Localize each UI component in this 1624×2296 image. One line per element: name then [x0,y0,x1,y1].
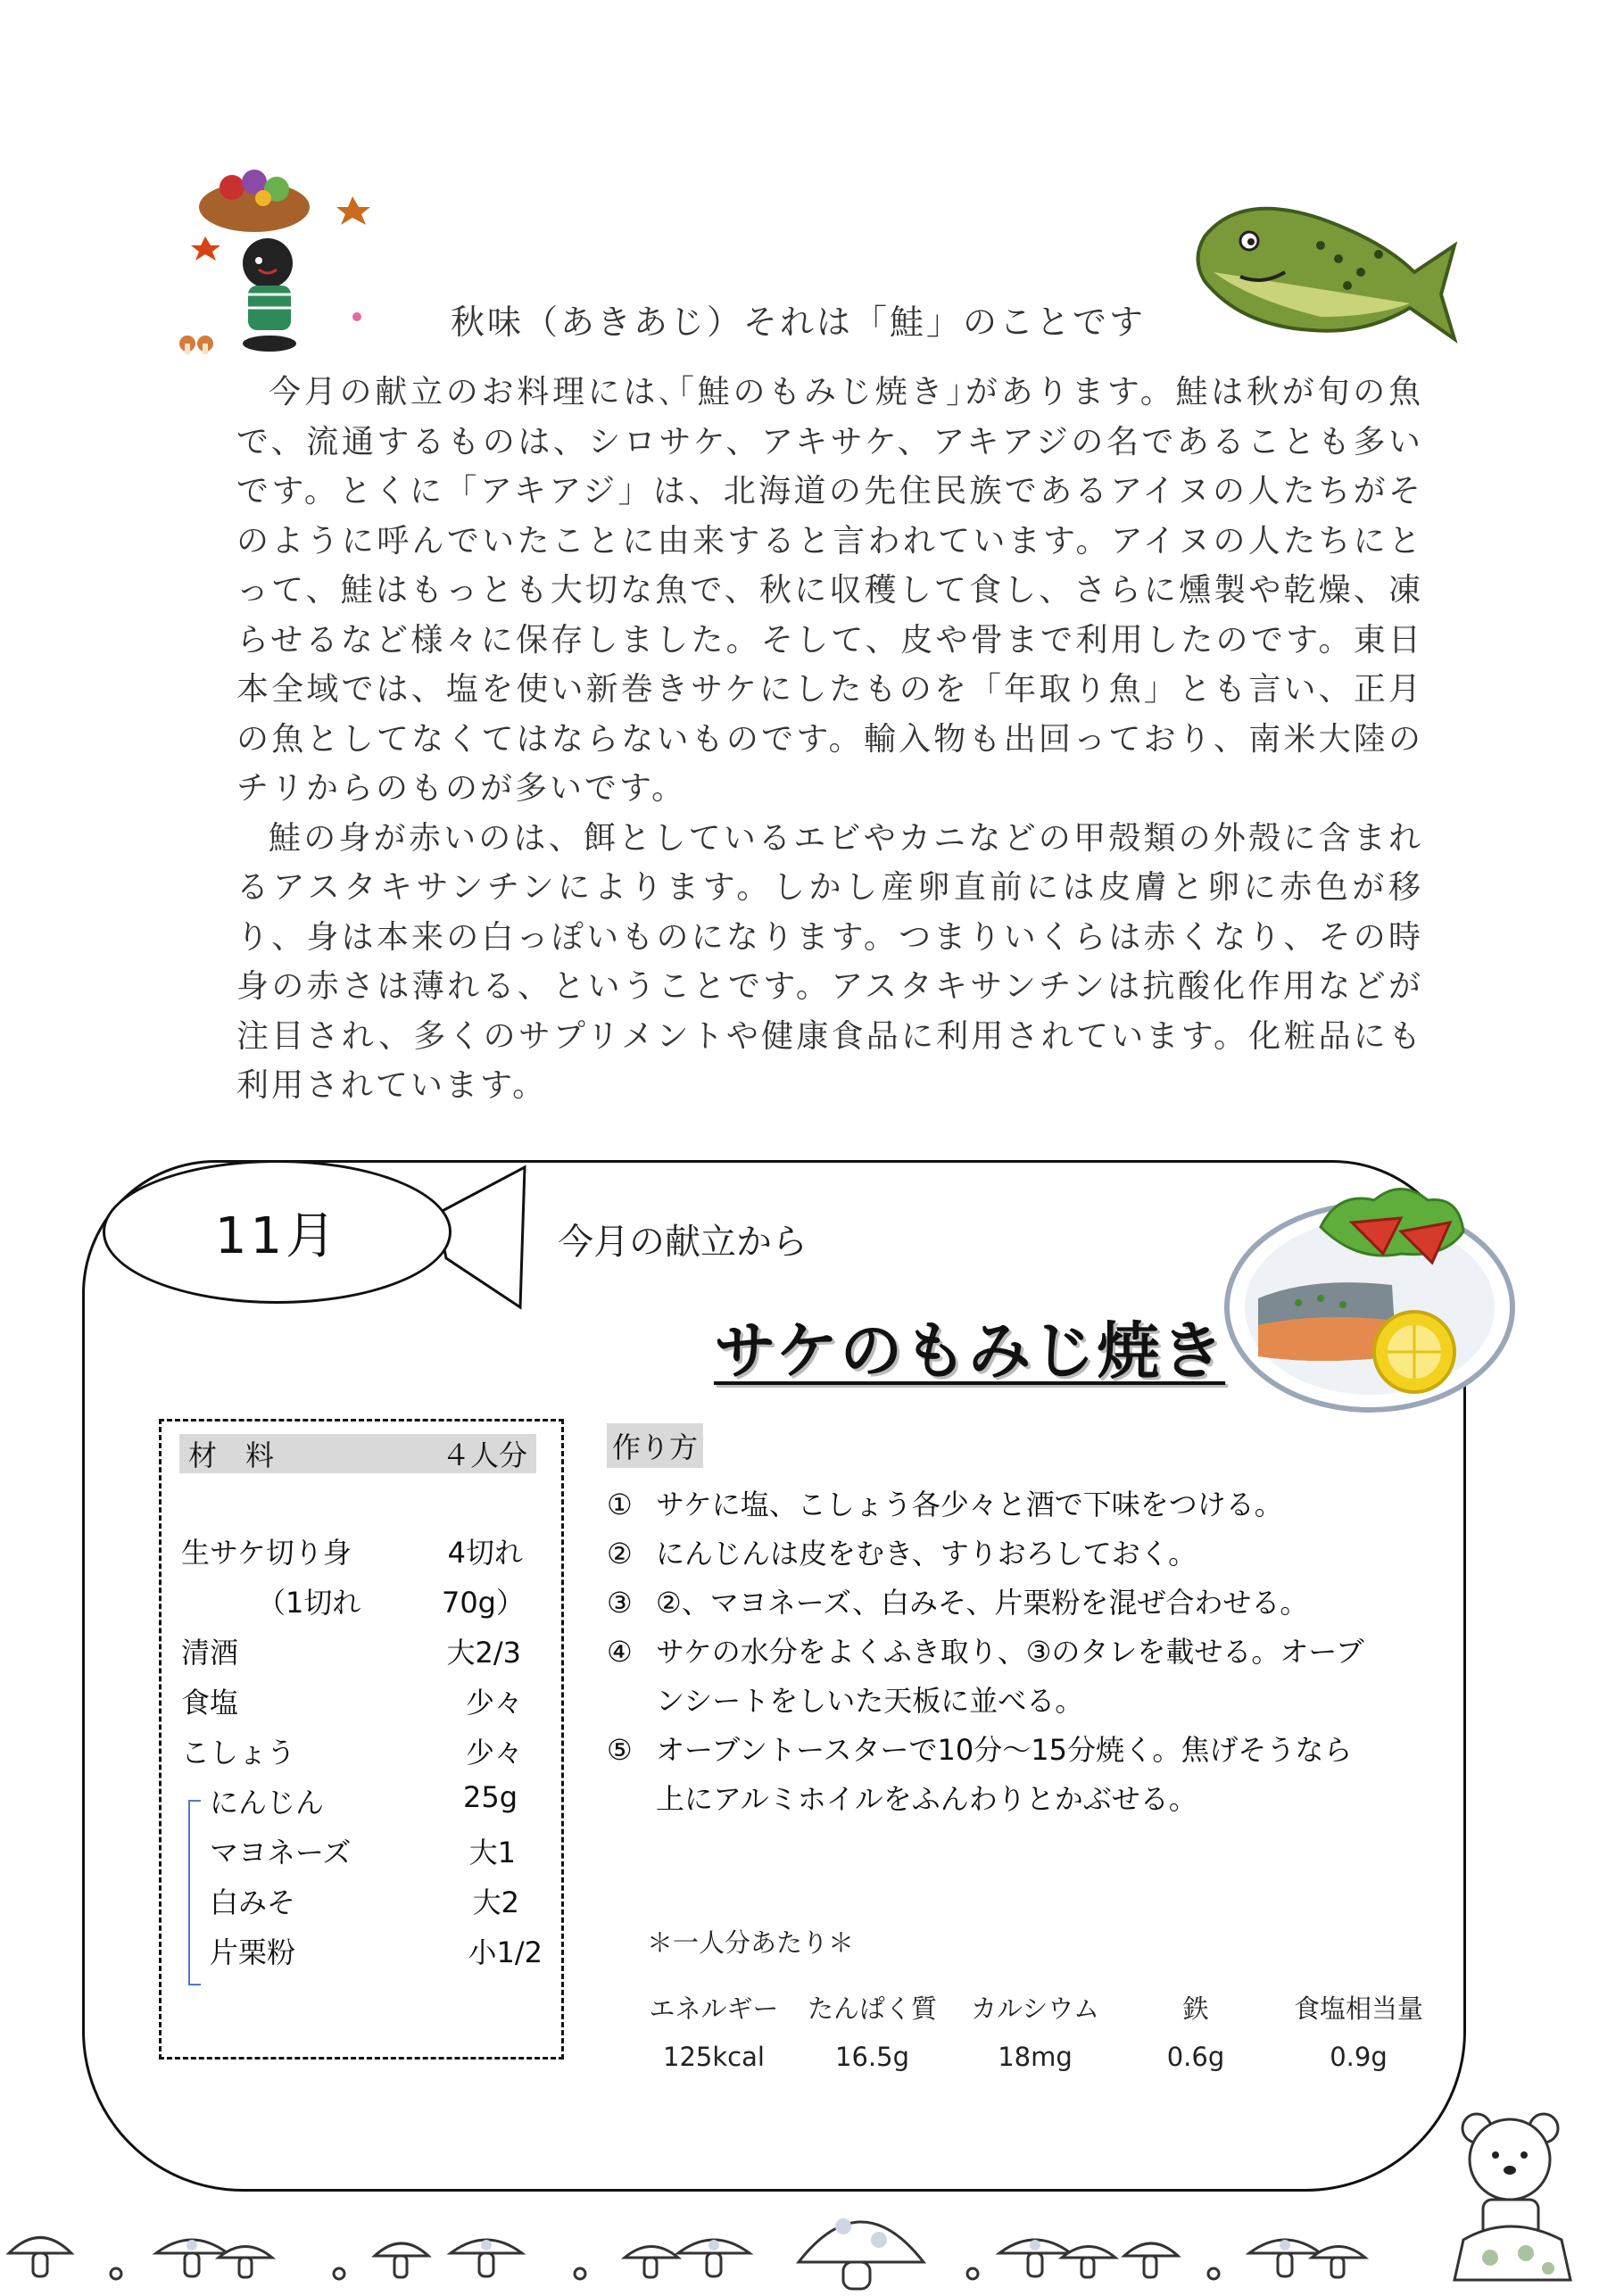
nutrition-label: カルシウム [971,1993,1099,2024]
nutrition-value: 125kcal [663,2041,765,2072]
ingredient-name: 清酒 [181,1636,239,1670]
article-paragraph-2: 鮭の身が赤いのは、餌としているエビやカニなどの甲殻類の外殻に含まれるアスタキサンチンによります。しかし産卵直前には皮膚と卵に赤色が移り、身は本来の白っぽいものになります。つまりいくらは赤くなり、その時身の赤さは薄れる、ということです。アスタキサンチンは抗酸化作用などが注目され、多くのサプリメントや健康食品に利用されています。化粧品にも利用されています。 [236,819,1423,1104]
method-section [607,1423,1374,1824]
ingredients-header [179,1434,536,1473]
article-paragraph-1: 今月の献立のお料理には､｢鮭のもみじ焼き｣があります。鮭は秋が旬の魚で、流通するものは、シロサケ、アキサケ、アキアジの名であることも多いです。とくに「アキアジ」は、北海道の先住民族であるアイヌの人たちがそのように呼んでいたことに由来すると言われています。アイヌの人たちにとって、鮭はもっとも大切な魚で、秋に収穫して食し、さらに燻製や乾燥、凍らせるなど様々に保存しました。そして、皮や骨まで利用したのです。東日本全域では、塩を使い新巻きサケにしたものを「年取り魚」とも言い、正月の魚としてなくてはならないものです。輸入物も出回っており、南米大陸のチリからのものが多いです。 [236,374,1423,807]
nutrition-value: 0.9g [1330,2041,1388,2072]
ingredient-name: （1切れ [257,1586,361,1620]
nutrition-table [634,1983,1446,2081]
ingredient-amount: 大2 [472,1886,519,1919]
ingredient-row [181,1780,543,1821]
method-step [607,1480,1374,1529]
ingredient-amount: 小1/2 [468,1935,543,1969]
salmon-illustration [1187,183,1463,361]
harvest-character-illustration [170,161,375,366]
ingredient-row [181,1680,543,1721]
ingredient-name: 生サケ切り身 [181,1536,352,1570]
nutrition-labels-row [634,1983,1446,2032]
step-number: ① [607,1488,633,1521]
method-step [607,1579,1374,1628]
ingredients-box [159,1419,564,2060]
nutrition-note: ＊一人分あたり＊ [647,1927,855,1958]
article-title: 秋味（あきあじ）それは「鮭」のことです [451,303,1147,342]
method-step [607,1726,1374,1824]
ingredient-amount: 少々 [465,1736,523,1770]
step-number: ② [607,1537,633,1571]
article-body [236,368,1423,1111]
method-header: 作り方 [607,1423,703,1468]
month-badge: 11月 [103,1160,452,1304]
ingredient-name: こしょう [181,1736,296,1770]
grilled-salmon-plate-illustration [1222,1169,1526,1428]
nutrition-label: 食塩相当量 [1293,1993,1423,2024]
ingredient-amount: 70g） [441,1586,525,1620]
recipe-kicker: 今月の献立から [558,1222,808,1263]
ingredient-row [181,1580,543,1621]
step-number: ⑤ [607,1733,633,1767]
method-step [607,1628,1374,1726]
nutrition-value: 0.6g [1166,2041,1225,2072]
ingredient-name: 食塩 [181,1686,239,1720]
ingredient-name: マヨネーズ [210,1836,352,1869]
ingredient-amount: 少々 [465,1686,523,1720]
nutrition-values-row [634,2032,1446,2081]
ingredient-row [181,1830,543,1871]
step-text: にんじんは皮をむき、すりおろしておく。 [656,1537,1197,1571]
ingredient-row [181,1630,543,1671]
ingredient-name: にんじん [210,1786,325,1819]
step-number: ④ [607,1635,633,1669]
ingredient-name: 白みそ [210,1886,296,1919]
ingredient-row [181,1930,543,1971]
dish-title: サケのもみじ焼き [714,1314,1226,1388]
ingredient-row [181,1880,543,1921]
step-text: サケの水分をよくふき取り、③のタレを載せる。オーブンシートをしいた天板に並べる。 [656,1635,1364,1718]
step-number: ③ [607,1586,633,1620]
nutrition-label: 鉄 [1182,1993,1209,2024]
nutrition-label: たんぱく質 [807,1993,937,2024]
nutrition-value: 18mg [998,2041,1073,2072]
servings-label: ４人分 [441,1438,527,1472]
step-text: サケに塩、こしょう各少々と酒で下味をつける。 [656,1488,1283,1521]
mushroom-border-decoration [0,2177,1624,2296]
ingredient-row [181,1730,543,1771]
ingredient-amount: 4切れ [447,1536,523,1570]
ingredient-amount: 25g [462,1780,518,1814]
ingredients-label: 材 料 [188,1438,275,1472]
step-text: ②、マヨネーズ、白みそ、片栗粉を混ぜ合わせる。 [656,1586,1309,1620]
ingredient-row [181,1530,543,1571]
nutrition-value: 16.5g [835,2041,909,2072]
ingredient-amount: 大1 [468,1836,516,1869]
ingredient-name: 片栗粉 [210,1935,296,1969]
ingredient-amount: 大2/3 [446,1636,521,1670]
nutrition-label: エネルギー [649,1993,779,2024]
step-text: オーブントースターで10分～15分焼く。焦げそうなら上にアルミホイルをふんわりとかぶせる。 [656,1733,1353,1816]
method-step [607,1529,1374,1579]
